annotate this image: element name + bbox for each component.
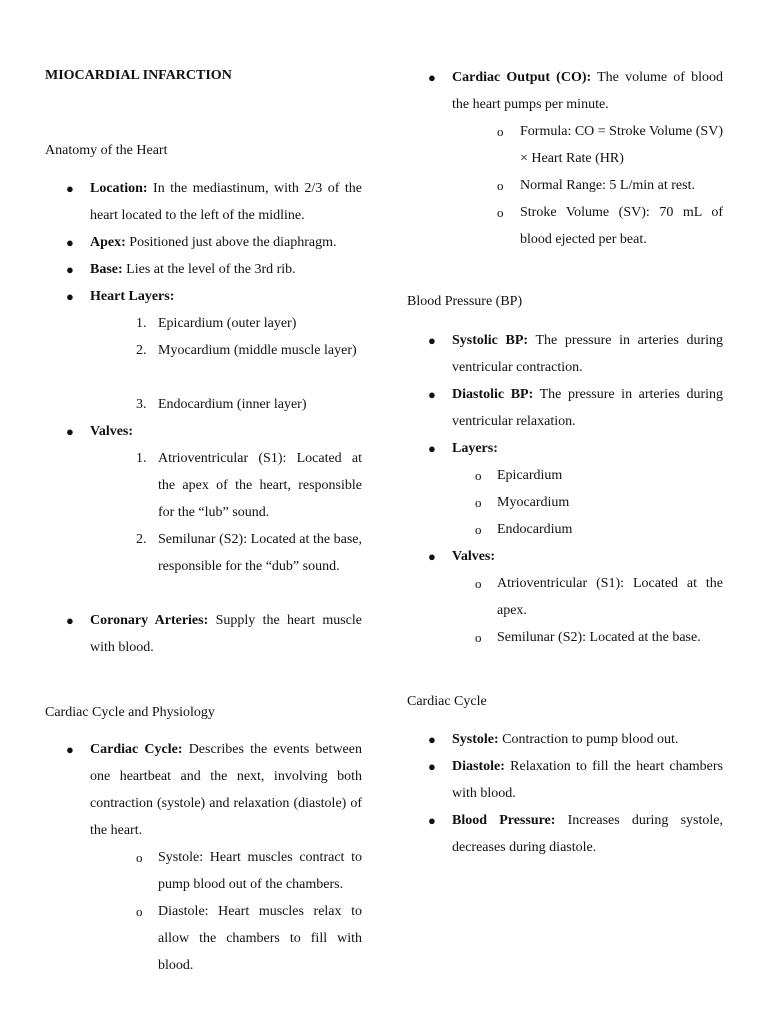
cardiac-output-item bbox=[452, 64, 723, 118]
bullet-icon: ● bbox=[428, 813, 436, 828]
list-number: 2. bbox=[136, 343, 147, 358]
cardiac-cycle-item bbox=[90, 736, 362, 844]
diastole-subitem: Diastole: Heart muscles relax to allow the chambers to fill with blood. bbox=[158, 904, 362, 973]
list-number: 3. bbox=[136, 397, 147, 412]
coronary-item bbox=[90, 607, 362, 661]
apex-item bbox=[90, 229, 362, 256]
valve-item-semilunar: Semilunar (S2): Located at the base, responsible for the “dub” sound. bbox=[158, 532, 362, 574]
bp-layer-endocardium: Endocardium bbox=[497, 522, 573, 537]
bullet-icon: ● bbox=[66, 613, 74, 628]
blood-pressure-heading: Blood Pressure (BP) bbox=[407, 294, 523, 309]
cycle-physiology-heading: Cardiac Cycle and Physiology bbox=[45, 705, 215, 720]
apex-label: Apex: bbox=[90, 235, 126, 250]
cc-systole-label: Systole: bbox=[452, 732, 499, 747]
valves-label: Valves: bbox=[90, 424, 134, 439]
bullet-icon: ● bbox=[428, 732, 436, 747]
list-number: 2. bbox=[136, 532, 147, 547]
cc-bp-item bbox=[452, 807, 723, 861]
location-label: Location: bbox=[90, 181, 148, 196]
heart-layers-label: Heart Layers: bbox=[90, 289, 175, 304]
bp-valves-label: Valves: bbox=[452, 549, 496, 564]
cc-diastole-item bbox=[452, 753, 723, 807]
bp-layers-item bbox=[452, 435, 723, 462]
list-number: 1. bbox=[136, 451, 147, 466]
bullet-icon: ● bbox=[66, 181, 74, 196]
location-text: In the mediastinum, with 2/3 of the heart located to the left of the midline. bbox=[90, 181, 362, 223]
location-item bbox=[90, 175, 362, 229]
bullet-icon: ● bbox=[66, 235, 74, 250]
circle-bullet-icon: o bbox=[475, 468, 482, 483]
bp-layers-label: Layers: bbox=[452, 441, 498, 456]
coronary-label: Coronary Arteries: bbox=[90, 613, 209, 628]
circle-bullet-icon: o bbox=[497, 205, 504, 220]
cc-systole-item bbox=[452, 726, 723, 753]
bp-valve-av: Atrioventricular (S1): Located at the apex. bbox=[497, 576, 723, 618]
diastolic-bp-label: Diastolic BP: bbox=[452, 387, 534, 402]
circle-bullet-icon: o bbox=[475, 522, 482, 537]
document-title: MIOCARDIAL INFARCTION bbox=[45, 68, 232, 83]
circle-bullet-icon: o bbox=[497, 124, 504, 139]
layer-item-endocardium: Endocardium (inner layer) bbox=[158, 397, 307, 412]
bp-valve-semilunar: Semilunar (S2): Located at the base. bbox=[497, 630, 701, 645]
normal-range-subitem: Normal Range: 5 L/min at rest. bbox=[520, 178, 695, 193]
bullet-icon: ● bbox=[66, 289, 74, 304]
valves-item bbox=[90, 418, 362, 445]
layer-item-myocardium: Myocardium (middle muscle layer) bbox=[158, 343, 357, 358]
cc-systole-text: Contraction to pump blood out. bbox=[498, 732, 679, 747]
circle-bullet-icon: o bbox=[475, 576, 482, 591]
layer-item-epicardium: Epicardium (outer layer) bbox=[158, 316, 297, 331]
cardiac-cycle-label: Cardiac Cycle: bbox=[90, 742, 183, 757]
bullet-icon: ● bbox=[66, 742, 74, 757]
circle-bullet-icon: o bbox=[475, 495, 482, 510]
cardiac-cycle-text: Describes the events between one heartbeat and the next, involving both contraction (systole) and relaxation (diastole) of the heart. bbox=[90, 742, 362, 838]
cc-diastole-label: Diastole: bbox=[452, 759, 505, 774]
bullet-icon: ● bbox=[428, 333, 436, 348]
anatomy-heading: Anatomy of the Heart bbox=[45, 143, 168, 158]
apex-text: Positioned just above the diaphragm. bbox=[125, 235, 337, 250]
cc-bp-text: Increases during systole, decreases during diastole. bbox=[452, 813, 723, 855]
circle-bullet-icon: o bbox=[136, 904, 143, 919]
diastolic-bp-item bbox=[452, 381, 723, 435]
base-label: Base: bbox=[90, 262, 123, 277]
base-item bbox=[90, 256, 362, 283]
bp-layer-myocardium: Myocardium bbox=[497, 495, 570, 510]
systolic-bp-label: Systolic BP: bbox=[452, 333, 529, 348]
cardiac-cycle-heading: Cardiac Cycle bbox=[407, 694, 487, 709]
circle-bullet-icon: o bbox=[475, 630, 482, 645]
bullet-icon: ● bbox=[66, 424, 74, 439]
formula-subitem: Formula: CO = Stroke Volume (SV) × Heart Rate (HR) bbox=[520, 124, 723, 166]
bullet-icon: ● bbox=[428, 387, 436, 402]
systolic-bp-item bbox=[452, 327, 723, 381]
bullet-icon: ● bbox=[428, 549, 436, 564]
bullet-icon: ● bbox=[428, 441, 436, 456]
cardiac-output-label: Cardiac Output (CO): bbox=[452, 70, 592, 85]
coronary-text: Supply the heart muscle with blood. bbox=[90, 613, 362, 655]
cardiac-output-text: The volume of blood the heart pumps per minute. bbox=[452, 70, 724, 112]
bullet-icon: ● bbox=[66, 262, 74, 277]
bp-layer-epicardium: Epicardium bbox=[497, 468, 563, 483]
bp-valves-item bbox=[452, 543, 723, 570]
base-text: Lies at the level of the 3rd rib. bbox=[122, 262, 296, 277]
stroke-volume-subitem: Stroke Volume (SV): 70 mL of blood ejected per beat. bbox=[520, 205, 723, 247]
circle-bullet-icon: o bbox=[136, 850, 143, 865]
heart-layers-item bbox=[90, 283, 362, 310]
valve-item-av: Atrioventricular (S1): Located at the apex of the heart, responsible for the “lub” sound. bbox=[158, 451, 362, 520]
cc-diastole-text: Relaxation to fill the heart chambers with blood. bbox=[452, 759, 723, 801]
list-number: 1. bbox=[136, 316, 147, 331]
cc-bp-label: Blood Pressure: bbox=[452, 813, 556, 828]
bullet-icon: ● bbox=[428, 759, 436, 774]
diastolic-bp-text: The pressure in arteries during ventricular relaxation. bbox=[452, 387, 724, 429]
bullet-icon: ● bbox=[428, 70, 436, 85]
systole-subitem: Systole: Heart muscles contract to pump blood out of the chambers. bbox=[158, 850, 362, 892]
circle-bullet-icon: o bbox=[497, 178, 504, 193]
systolic-bp-text: The pressure in arteries during ventricular contraction. bbox=[452, 333, 723, 375]
